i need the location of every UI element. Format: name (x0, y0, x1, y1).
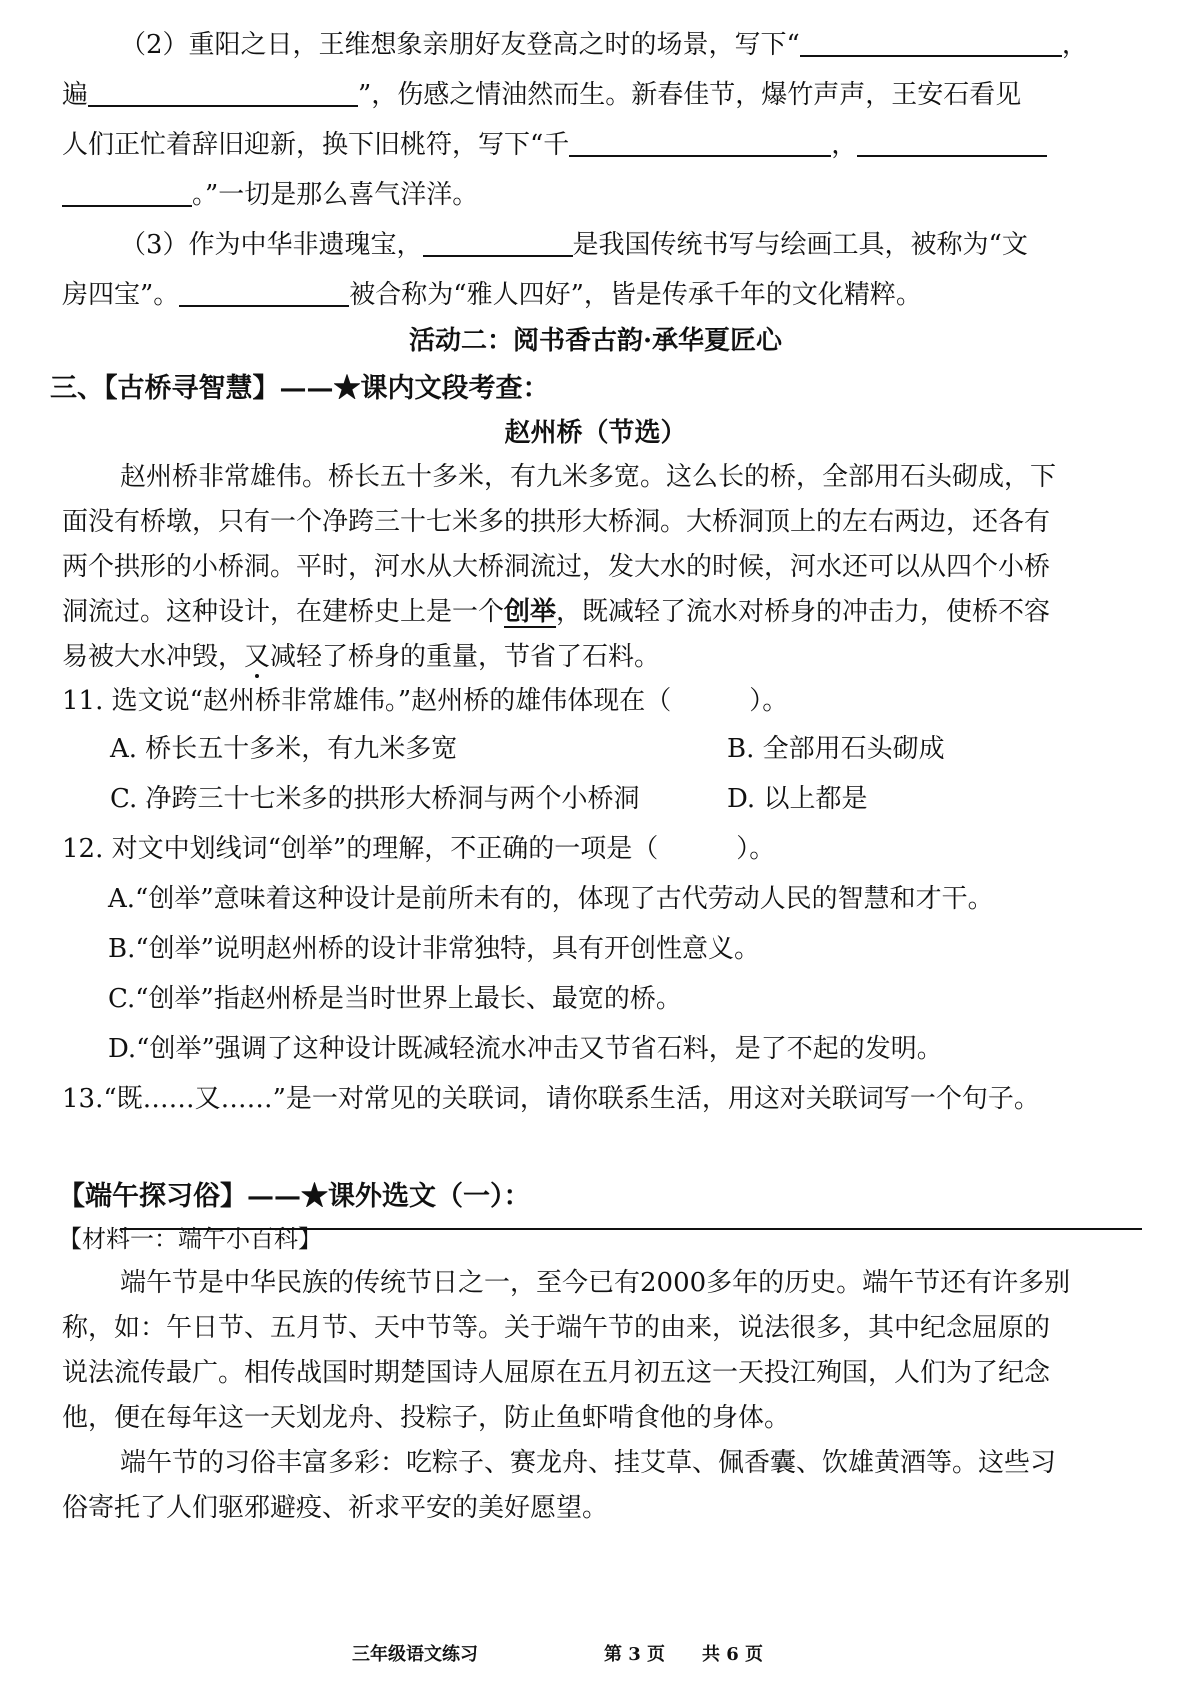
passage-line-5 (62, 640, 1142, 674)
q3-line-2 (62, 278, 1142, 312)
question-11-stem: 11. 选文说“赵州桥非常雄伟。”赵州桥的雄伟体现在（ ）。 (62, 686, 789, 716)
question-13-stem: 13.“既……又……”是一对常见的关联词，请你联系生活，用这对关联词写一个句子。 (62, 1084, 1040, 1114)
passage-text: 减轻了桥身的重量，节省了石料。 (270, 642, 661, 672)
passage-text: 易被大水冲毁， (62, 642, 245, 672)
q3-line-1 (62, 228, 1191, 262)
passage-text: ，既减轻了流水对桥身的冲击力，使桥不容 (556, 597, 1051, 627)
q3-text: （3）作为中华非遗瑰宝， (120, 230, 423, 260)
answer-blank[interactable] (800, 29, 1062, 57)
q2-text: （2）重阳之日，王维想象亲朋好友登高之时的场景，写下“ (120, 30, 800, 60)
section-heading-dragon: 【端午探习俗】——★课外选文（一）： (58, 1181, 531, 1212)
q2-text: ， (831, 130, 858, 160)
material-line: 称，如：午日节、五月节、天中节等。关于端午节的由来，说法很多，其中纪念屈原的 (62, 1313, 1051, 1343)
q2-text: ”，伤感之情油然而生。新春佳节，爆竹声声，王安石看见 (358, 80, 1022, 110)
answer-blank[interactable] (423, 229, 573, 257)
section-heading: 三、【古桥寻智慧】——★课内文段考查： (50, 373, 550, 404)
q2-text: ， (1061, 30, 1088, 60)
option-11-b[interactable]: B. 全部用石头砌成 (727, 734, 945, 764)
q2-line-2 (62, 78, 1142, 112)
answer-blank[interactable] (569, 129, 831, 157)
passage-line: 赵州桥非常雄伟。桥长五十多米，有九米多宽。这么长的桥，全部用石头砌成，下 (120, 462, 1057, 492)
material-label: 【材料一：端午小百科】 (58, 1225, 322, 1253)
option-12-a[interactable]: A.“创举”意味着这种设计是前所未有的，体现了古代劳动人民的智慧和才干。 (108, 884, 994, 914)
option-12-c[interactable]: C.“创举”指赵州桥是当时世界上最长、最宽的桥。 (108, 984, 682, 1014)
option-11-d[interactable]: D. 以上都是 (727, 784, 868, 814)
answer-blank[interactable] (62, 179, 192, 207)
q2-text: 人们正忙着辞旧迎新，换下旧桃符，写下“千 (62, 130, 570, 160)
answer-blank[interactable] (857, 129, 1047, 157)
q3-text: 是我国传统书写与绘画工具，被称为“文 (572, 230, 1028, 260)
answer-blank[interactable] (88, 79, 358, 107)
passage-line: 面没有桥墩，只有一个净跨三十七米多的拱形大桥洞。大桥洞顶上的左右两边，还各有 (62, 507, 1051, 537)
q2-line-4 (62, 178, 1142, 212)
underlined-word: 创举 (504, 597, 557, 627)
passage-title: 赵州桥（节选） (504, 418, 687, 448)
option-12-b[interactable]: B.“创举”说明赵州桥的设计非常独特，具有开创性意义。 (108, 934, 760, 964)
material-line: 端午节是中华民族的传统节日之一，至今已有2000多年的历史。端午节还有许多别 (120, 1268, 1071, 1298)
passage-text: 洞流过。这种设计，在建桥史上是一个 (62, 597, 505, 627)
activity-title: 活动二：阅书香古韵·承华夏匠心 (408, 326, 783, 356)
q2-line-3 (62, 128, 1142, 162)
q3-text: 房四宝”。 (62, 280, 180, 310)
material-line: 端午节的习俗丰富多彩：吃粽子、赛龙舟、挂艾草、佩香囊、饮雄黄酒等。这些习 (120, 1448, 1057, 1478)
passage-line-4 (62, 595, 1142, 629)
material-line: 他，便在每年这一天划龙舟、投粽子，防止鱼虾啃食他的身体。 (62, 1403, 791, 1433)
option-12-d[interactable]: D.“创举”强调了这种设计既减轻流水冲击又节省石料，是了不起的发明。 (108, 1034, 943, 1064)
material-line: 俗寄托了人们驱邪避疫、祈求平安的美好愿望。 (62, 1493, 609, 1523)
dotted-word: 又 (244, 642, 271, 672)
option-11-c[interactable]: C. 净跨三十七米多的拱形大桥洞与两个小桥洞 (110, 784, 640, 814)
material-line: 说法流传最广。相传战国时期楚国诗人屈原在五月初五这一天投江殉国，人们为了纪念 (62, 1358, 1051, 1388)
q2-text: 遍 (62, 80, 89, 110)
footer-total-pages: 共 6 页 (702, 1644, 764, 1665)
footer-page-number: 第 3 页 (604, 1644, 666, 1665)
answer-blank[interactable] (179, 279, 349, 307)
q2-text: 。”一切是那么喜气洋洋。 (192, 180, 479, 210)
q2-line-1 (62, 28, 1191, 62)
question-12-stem: 12. 对文中划线词“创举”的理解，不正确的一项是（ ）。 (62, 834, 776, 864)
passage-line: 两个拱形的小桥洞。平时，河水从大桥洞流过，发大水的时候，河水还可以从四个小桥 (62, 552, 1051, 582)
footer-subject: 三年级语文练习 (352, 1644, 478, 1665)
q3-text: 被合称为“雅人四好”，皆是传承千年的文化精粹。 (349, 280, 922, 310)
option-11-a[interactable]: A. 桥长五十多米，有九米多宽 (110, 734, 458, 764)
